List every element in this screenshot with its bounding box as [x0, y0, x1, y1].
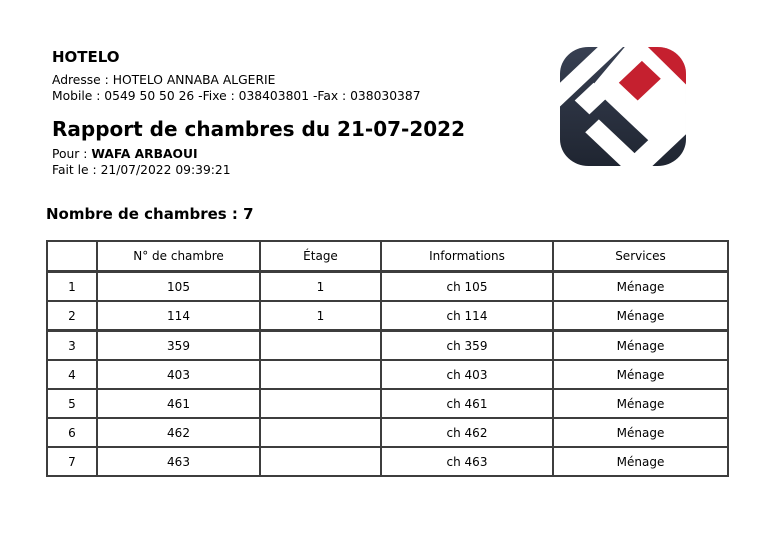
floor-cell: [260, 389, 381, 418]
services-cell: Ménage: [553, 447, 728, 476]
floor-cell: [260, 447, 381, 476]
table-row: [47, 360, 728, 389]
table-row: [47, 272, 728, 302]
report-for-line: [52, 146, 532, 162]
room-number-cell: 463: [97, 447, 260, 476]
informations-cell: ch 403: [381, 360, 553, 389]
informations-cell: ch 114: [381, 301, 553, 331]
hotelo-logo-icon: [560, 47, 686, 166]
row-index-cell: 3: [47, 331, 97, 361]
table-header-row: [47, 241, 728, 272]
table-row: [47, 331, 728, 361]
report-for-label: Pour :: [52, 147, 92, 161]
header-floor: Étage: [260, 241, 381, 272]
report-title: Rapport de chambres du 21-07-2022: [52, 117, 465, 141]
header-index: [47, 241, 97, 272]
informations-cell: ch 462: [381, 418, 553, 447]
floor-cell: [260, 360, 381, 389]
row-index-cell: 6: [47, 418, 97, 447]
room-number-cell: 359: [97, 331, 260, 361]
services-cell: Ménage: [553, 331, 728, 361]
rooms-table: [46, 240, 729, 477]
room-number-cell: 105: [97, 272, 260, 302]
table-row: [47, 418, 728, 447]
services-cell: Ménage: [553, 301, 728, 331]
row-index-cell: 2: [47, 301, 97, 331]
report-created-line: Fait le : 21/07/2022 09:39:21: [52, 163, 231, 177]
table-row: [47, 389, 728, 418]
informations-cell: ch 359: [381, 331, 553, 361]
header-services: Services: [553, 241, 728, 272]
room-number-cell: 461: [97, 389, 260, 418]
floor-cell: [260, 331, 381, 361]
header-informations: Informations: [381, 241, 553, 272]
table-row: [47, 447, 728, 476]
report-for-name: WAFA ARBAOUI: [91, 147, 198, 161]
row-index-cell: 4: [47, 360, 97, 389]
informations-cell: ch 461: [381, 389, 553, 418]
room-number-cell: 114: [97, 301, 260, 331]
room-number-cell: 462: [97, 418, 260, 447]
floor-cell: 1: [260, 272, 381, 302]
company-address: Adresse : HOTELO ANNABA ALGERIE: [52, 73, 276, 87]
room-count-line: Nombre de chambres : 7: [46, 205, 254, 223]
company-contact: Mobile : 0549 50 50 26 -Fixe : 038403801 -Fax : 038030387: [52, 89, 421, 103]
services-cell: Ménage: [553, 360, 728, 389]
header-room-number: N° de chambre: [97, 241, 260, 272]
floor-cell: [260, 418, 381, 447]
row-index-cell: 7: [47, 447, 97, 476]
services-cell: Ménage: [553, 272, 728, 302]
floor-cell: 1: [260, 301, 381, 331]
informations-cell: ch 463: [381, 447, 553, 476]
informations-cell: ch 105: [381, 272, 553, 302]
row-index-cell: 5: [47, 389, 97, 418]
services-cell: Ménage: [553, 389, 728, 418]
row-index-cell: 1: [47, 272, 97, 302]
services-cell: Ménage: [553, 418, 728, 447]
company-name: HOTELO: [52, 48, 120, 66]
room-number-cell: 403: [97, 360, 260, 389]
table-row: [47, 301, 728, 331]
report-header: [52, 48, 532, 178]
